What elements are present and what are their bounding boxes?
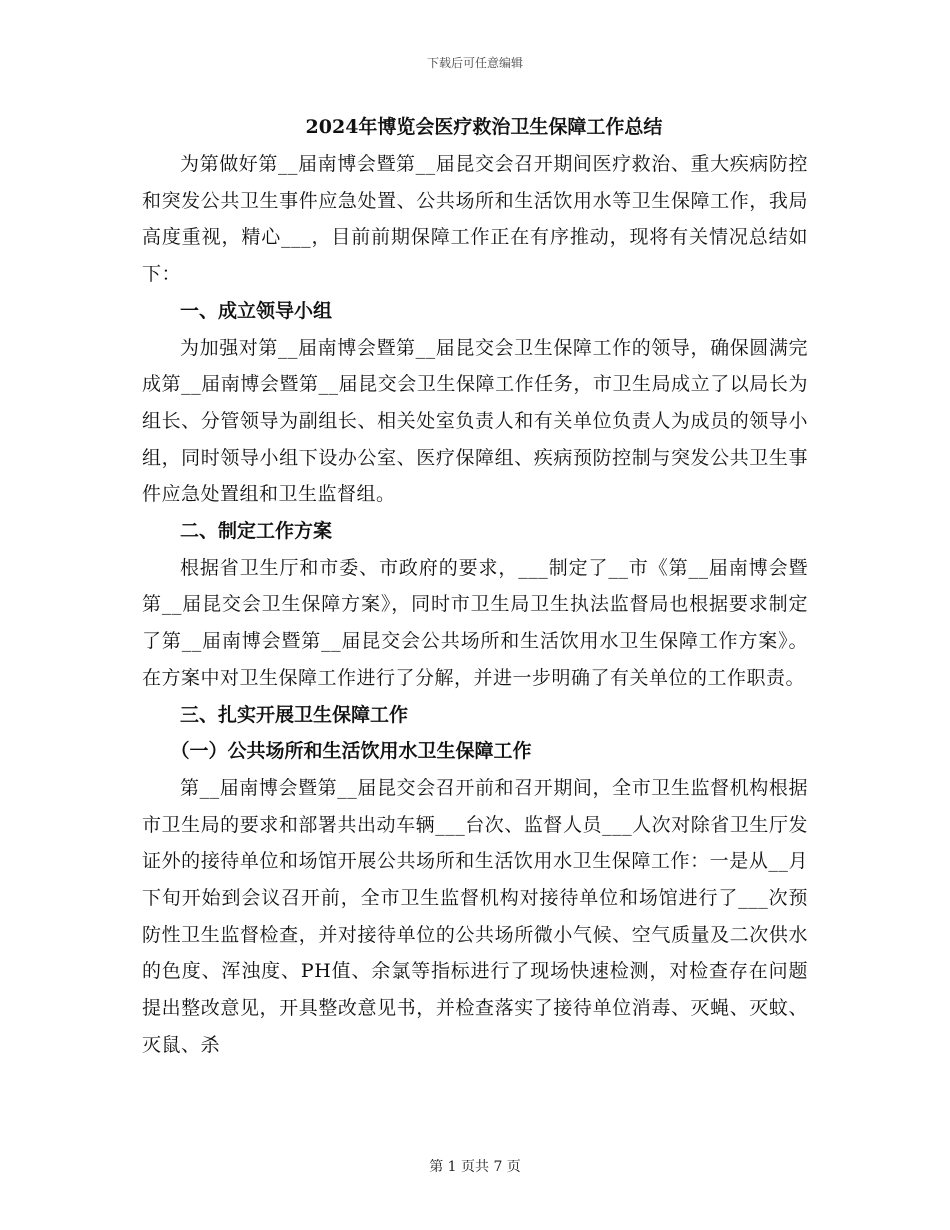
section-2-paragraph: 根据省卫生厅和市委、市政府的要求，___制定了__市《第__届南博会暨第__届昆交会卫生保障方案》，同时市卫生局卫生执法监督局也根据要求制定了第__届南博会暨第__届昆交会公共场所和生活饮用水卫生保障工作方案》。在方案中对卫生保障工作进行了分解，并进一步明确了有关单位的工作职责。 xyxy=(142,556,808,689)
intro-paragraph: 为第做好第__届南博会暨第__届昆交会召开期间医疗救治、重大疾病防控和突发公共卫生事件应急处置、公共场所和生活饮用水等卫生保障工作，我局高度重视，精心___，目前前期保障工作正在有序推动，现将有关情况总结如下： xyxy=(142,153,808,286)
document-body xyxy=(142,112,808,1064)
section-1-paragraph: 为加强对第__届南博会暨第__届昆交会卫生保障工作的领导，确保圆满完成第__届南博会暨第__届昆交会卫生保障工作任务，市卫生局成立了以局长为组长、分管领导为副组长、相关处室负责人和有关单位负责人为成员的领导小组，同时领导小组下设办公室、医疗保障组、疾病预防控制与突发公共卫生事件应急处置组和卫生监督组。 xyxy=(142,336,808,506)
section-3-heading: 三、扎实开展卫生保障工作 xyxy=(180,703,409,726)
section-3-subheading-1: （一）公共场所和生活饮用水卫生保障工作 xyxy=(170,740,532,763)
section-1-heading: 一、成立领导小组 xyxy=(180,299,333,322)
section-2-heading: 二、制定工作方案 xyxy=(180,520,333,543)
section-3-sub-1-paragraph: 第__届南博会暨第__届昆交会召开前和召开期间，全市卫生监督机构根据市卫生局的要求和部署共出动车辆___台次、监督人员___人次对除省卫生厅发证外的接待单位和场馆开展公共场所和生活饮用水卫生保障工作：一是从__月下旬开始到会议召开前，全市卫生监督机构对接待单位和场馆进行了___次预防性卫生监督检查，并对接待单位的公共场所微小气候、空气质量及二次供水的色度、浑浊度、PH值、余氯等指标进行了现场快速检测，对检查存在问题提出整改意见，开具整改意见书，并检查落实了接待单位消毒、灭蝇、灭蚊、灭鼠、杀 xyxy=(142,776,808,1056)
document-title: 2024年博览会医疗救治卫生保障工作总结 xyxy=(305,116,663,138)
page-header: 下载后可任意编辑 xyxy=(426,56,523,70)
page-footer: 第 1 页共 7 页 xyxy=(429,1159,521,1175)
